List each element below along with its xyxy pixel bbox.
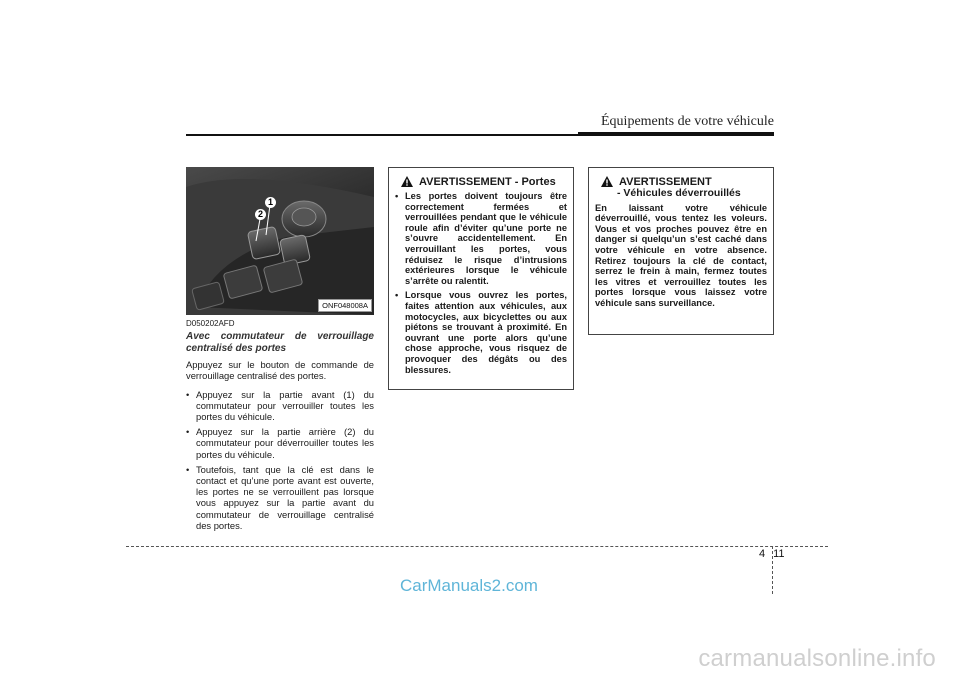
list-item: • Appuyez sur la partie arrière (2) du commutateur pour déverrouiller toutes les portes du véhicule. (186, 426, 374, 460)
page-index: 11 (773, 548, 785, 560)
section-code: D050202AFD (186, 319, 235, 328)
warning-triangle-icon (601, 176, 613, 187)
lock-switch-section (186, 318, 374, 535)
section-subtitle: Avec commutateur de verrouillage centralisé des portes (186, 331, 374, 354)
warning-triangle-icon (401, 176, 413, 187)
door-switch-photo (186, 167, 374, 315)
section-intro: Appuyez sur le bouton de commande de verrouillage centralisé des portes. (186, 359, 374, 382)
figure-code: ONF048008A (318, 299, 372, 312)
warning-body: En laissant votre véhicule déverrouillé, vous tentez les voleurs. Vous et vos proches pouvez être en danger si quelqu’un s’est caché dans votre véhicule en votre absence. Retirez toujours la clé de contact, serrez le frein à main, fermez toutes les vitres et verrouillez toutes les portes lorsque vous laissez votre véhicule sans surveillance. (595, 202, 767, 308)
header-rule-accent (578, 132, 774, 136)
door-panel-illustration (186, 167, 374, 315)
chapter-number: 4 (759, 548, 766, 560)
list-item: • Les portes doivent toujours être correctement fermées et verrouillées pendant que le véhicule roule afin d’éviter qu’une porte ne s’ouvre accidentellement. En verrouillant les portes, vous réduisez le risque d’intrusions extérieures lorsque le véhicule s’arrête ou ralentit. (395, 191, 567, 286)
warning-box-unlocked (588, 167, 774, 335)
section-bullets (186, 389, 374, 531)
warning-title: AVERTISSEMENT - Portes (419, 176, 556, 188)
list-item: • Toutefois, tant que la clé est dans le contact et qu’une porte avant est ouverte, les portes ne se verrouillent pas lorsque vous appuyez sur la partie avant du commutateur de verrouillage centralisé des portes. (186, 464, 374, 531)
warning-box-doors (388, 167, 574, 390)
watermark-link[interactable]: CarManuals2.com (400, 576, 538, 595)
warning-heading (395, 176, 567, 188)
warning-bullets (395, 191, 567, 375)
callout-1: 1 (265, 197, 276, 208)
callout-2: 2 (255, 209, 266, 220)
page-number (759, 548, 785, 560)
page-header-title: Équipements de votre véhicule (601, 114, 774, 129)
list-item: • Lorsque vous ouvrez les portes, faites attention aux véhicules, aux motocycles, aux bicyclettes ou aux piétons se trouvant à proximité. En ouvrant une porte alors qu’une chose approche, vous risquez de provoquer des dégâts ou des blessures. (395, 290, 567, 375)
footer-rule (126, 546, 828, 547)
watermark-bottom: carmanualsonline.info (698, 645, 936, 672)
warning-subtitle: - Véhicules déverrouillés (617, 187, 741, 199)
list-item: • Appuyez sur la partie avant (1) du commutateur pour verrouiller toutes les portes du véhicule. (186, 389, 374, 423)
warning-title: AVERTISSEMENT (619, 176, 712, 188)
